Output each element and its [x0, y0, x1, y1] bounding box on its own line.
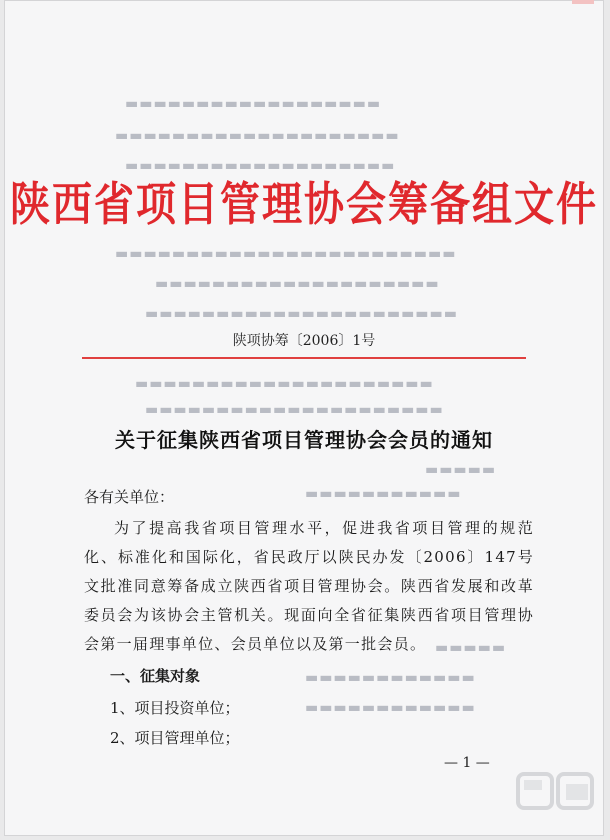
- red-divider-rule: [82, 357, 526, 359]
- section-heading: 一、征集对象: [110, 667, 201, 685]
- bleed-through-line: ▬▬▬▬▬▬▬▬▬▬▬▬▬▬▬▬▬▬▬▬▬▬▬▬: [114, 246, 456, 262]
- page-number: — 1 —: [444, 755, 490, 771]
- bleed-through-line: ▬▬▬▬▬: [424, 462, 496, 478]
- watermark-logo-icon: [516, 770, 596, 814]
- bleed-through-line: ▬▬▬▬▬▬▬▬▬▬▬▬▬▬▬▬▬▬▬▬▬▬: [144, 306, 458, 322]
- bleed-through-line: ▬▬▬▬▬▬▬▬▬▬▬▬: [304, 670, 475, 686]
- bleed-through-line: ▬▬▬▬▬▬▬▬▬▬▬: [304, 486, 461, 502]
- bleed-through-line: ▬▬▬▬▬▬▬▬▬▬▬▬▬▬▬▬▬▬▬▬: [154, 276, 439, 292]
- list-item: 2、项目管理单位；: [110, 729, 240, 747]
- bleed-through-line: ▬▬▬▬▬▬▬▬▬▬▬▬: [304, 700, 475, 716]
- bleed-through-line: ▬▬▬▬▬▬▬▬▬▬▬▬▬▬▬▬▬▬: [124, 96, 381, 112]
- bleed-through-line: ▬▬▬▬▬▬▬▬▬▬▬▬▬▬▬▬▬▬▬▬▬: [144, 402, 443, 418]
- corner-mark: [572, 0, 594, 4]
- notice-title: 关于征集陕西省项目管理协会会员的通知: [115, 428, 493, 452]
- bleed-through-line: ▬▬▬▬▬▬▬▬▬▬▬▬▬▬▬▬▬▬▬: [124, 158, 395, 174]
- bleed-through-line: ▬▬▬▬▬: [434, 640, 506, 656]
- bleed-through-line: ▬▬▬▬▬▬▬▬▬▬▬▬▬▬▬▬▬▬▬▬: [114, 128, 399, 144]
- body-paragraph: 为了提高我省项目管理水平，促进我省项目管理的规范化、标准化和国际化，省民政厅以陕民办发〔2006〕147号文批准同意筹备成立陕西省项目管理协会。陕西省发展和改革委员会为该协会主管机关。现面向全省征集陕西省项目管理协会第一届理事单位、会员单位以及第一批会员。: [84, 519, 534, 653]
- document-number: 陕项协筹〔2006〕1号: [232, 333, 376, 349]
- document-page: [4, 0, 604, 836]
- list-item: 1、项目投资单位；: [110, 699, 240, 717]
- document-header-title: 陕西省项目管理协会筹备组文件: [10, 178, 598, 232]
- bleed-through-line: ▬▬▬▬▬▬▬▬▬▬▬▬▬▬▬▬▬▬▬▬▬: [134, 376, 433, 392]
- salutation: 各有关单位：: [84, 488, 175, 506]
